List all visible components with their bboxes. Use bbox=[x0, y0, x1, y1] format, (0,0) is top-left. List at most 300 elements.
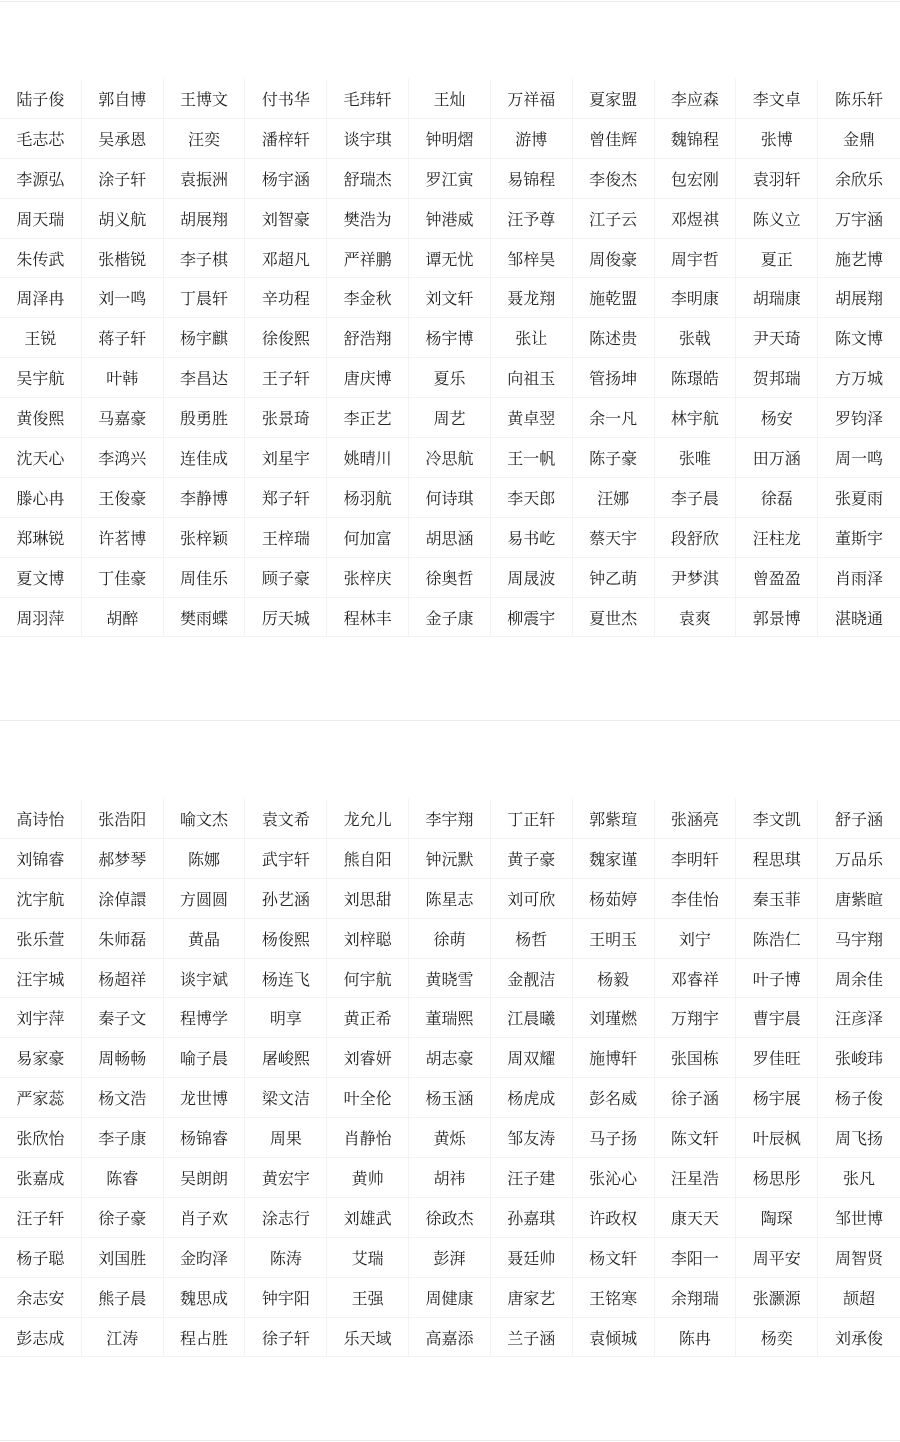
name-table-2 bbox=[0, 799, 900, 1357]
name-cell: 张嘉成 bbox=[0, 1158, 82, 1198]
name-cell: 王梓瑞 bbox=[245, 518, 327, 558]
name-cell: 刘瑾燃 bbox=[573, 998, 655, 1038]
name-cell: 罗佳旺 bbox=[736, 1038, 818, 1078]
name-cell: 王灿 bbox=[409, 79, 491, 119]
name-cell: 罗钧泽 bbox=[818, 398, 900, 438]
name-cell: 方圆圆 bbox=[164, 879, 246, 919]
name-cell: 易书屹 bbox=[491, 518, 573, 558]
name-cell: 刘宁 bbox=[655, 919, 737, 959]
name-cell: 张戟 bbox=[655, 318, 737, 358]
name-cell: 杨奕 bbox=[736, 1318, 818, 1358]
name-cell: 杨文浩 bbox=[82, 1078, 164, 1118]
name-cell: 张楷锐 bbox=[82, 239, 164, 279]
name-cell: 秦子文 bbox=[82, 998, 164, 1038]
name-cell: 杨茹婷 bbox=[573, 879, 655, 919]
name-cell: 唐紫暄 bbox=[818, 879, 900, 919]
name-cell: 周天瑞 bbox=[0, 199, 82, 239]
name-cell: 丁正轩 bbox=[491, 799, 573, 839]
name-cell: 厉天城 bbox=[245, 598, 327, 638]
name-cell: 辛功程 bbox=[245, 278, 327, 318]
name-cell: 涂倬譞 bbox=[82, 879, 164, 919]
name-cell: 刘可欣 bbox=[491, 879, 573, 919]
name-cell: 游博 bbox=[491, 119, 573, 159]
name-cell: 许政权 bbox=[573, 1198, 655, 1238]
name-cell: 陈星志 bbox=[409, 879, 491, 919]
name-cell: 张唯 bbox=[655, 438, 737, 478]
name-cell: 胡志豪 bbox=[409, 1038, 491, 1078]
name-cell: 丁晨轩 bbox=[164, 278, 246, 318]
name-cell: 周俊豪 bbox=[573, 239, 655, 279]
name-cell: 杨思彤 bbox=[736, 1158, 818, 1198]
name-cell: 管扬坤 bbox=[573, 358, 655, 398]
name-cell: 金昀泽 bbox=[164, 1238, 246, 1278]
name-cell: 陆子俊 bbox=[0, 79, 82, 119]
name-table-1 bbox=[0, 79, 900, 637]
name-cell: 孙嘉琪 bbox=[491, 1198, 573, 1238]
name-cell: 郑子轩 bbox=[245, 478, 327, 518]
name-cell: 陈睿 bbox=[82, 1158, 164, 1198]
name-cell: 汪予尊 bbox=[491, 199, 573, 239]
name-cell: 李阳一 bbox=[655, 1238, 737, 1278]
name-cell: 汪宇城 bbox=[0, 959, 82, 999]
name-cell: 刘智豪 bbox=[245, 199, 327, 239]
name-cell: 张博 bbox=[736, 119, 818, 159]
name-cell: 徐磊 bbox=[736, 478, 818, 518]
name-cell: 肖子欢 bbox=[164, 1198, 246, 1238]
name-cell: 魏家谨 bbox=[573, 839, 655, 879]
name-cell: 胡展翔 bbox=[164, 199, 246, 239]
name-grid-2 bbox=[0, 799, 900, 1357]
name-cell: 湛晓通 bbox=[818, 598, 900, 638]
name-cell: 周健康 bbox=[409, 1278, 491, 1318]
name-cell: 田万涵 bbox=[736, 438, 818, 478]
name-cell: 袁文希 bbox=[245, 799, 327, 839]
name-cell: 万宇涵 bbox=[818, 199, 900, 239]
name-cell: 胡瑞康 bbox=[736, 278, 818, 318]
name-cell: 彭名威 bbox=[573, 1078, 655, 1118]
name-cell: 刘国胜 bbox=[82, 1238, 164, 1278]
name-cell: 徐子豪 bbox=[82, 1198, 164, 1238]
name-cell: 徐俊熙 bbox=[245, 318, 327, 358]
name-cell: 张梓庆 bbox=[327, 558, 409, 598]
name-cell: 马子扬 bbox=[573, 1118, 655, 1158]
name-cell: 郑琳锐 bbox=[0, 518, 82, 558]
name-cell: 张沁心 bbox=[573, 1158, 655, 1198]
name-cell: 黄帅 bbox=[327, 1158, 409, 1198]
name-cell: 彭志成 bbox=[0, 1318, 82, 1358]
name-cell: 连佳成 bbox=[164, 438, 246, 478]
name-cell: 许茗博 bbox=[82, 518, 164, 558]
name-cell: 蒋子轩 bbox=[82, 318, 164, 358]
name-cell: 周晟波 bbox=[491, 558, 573, 598]
name-cell: 李应森 bbox=[655, 79, 737, 119]
name-cell: 刘宇萍 bbox=[0, 998, 82, 1038]
name-cell: 王博文 bbox=[164, 79, 246, 119]
name-cell: 姚晴川 bbox=[327, 438, 409, 478]
name-cell: 黄俊熙 bbox=[0, 398, 82, 438]
name-cell: 李佳怡 bbox=[655, 879, 737, 919]
name-cell: 杨哲 bbox=[491, 919, 573, 959]
name-cell: 程林丰 bbox=[327, 598, 409, 638]
name-cell: 董斯宇 bbox=[818, 518, 900, 558]
name-cell: 李子晨 bbox=[655, 478, 737, 518]
name-cell: 魏思成 bbox=[164, 1278, 246, 1318]
name-cell: 袁爽 bbox=[655, 598, 737, 638]
name-cell: 涂志行 bbox=[245, 1198, 327, 1238]
name-cell: 沈宇航 bbox=[0, 879, 82, 919]
name-cell: 舒子涵 bbox=[818, 799, 900, 839]
name-cell: 李天郎 bbox=[491, 478, 573, 518]
name-cell: 江涛 bbox=[82, 1318, 164, 1358]
name-cell: 高嘉添 bbox=[409, 1318, 491, 1358]
name-cell: 喻子晨 bbox=[164, 1038, 246, 1078]
name-cell: 金靓洁 bbox=[491, 959, 573, 999]
name-cell: 万祥福 bbox=[491, 79, 573, 119]
name-cell: 吴宇航 bbox=[0, 358, 82, 398]
name-cell: 周双耀 bbox=[491, 1038, 573, 1078]
name-cell: 汪星浩 bbox=[655, 1158, 737, 1198]
name-cell: 张国栋 bbox=[655, 1038, 737, 1078]
name-cell: 龙世博 bbox=[164, 1078, 246, 1118]
name-cell: 陈乐轩 bbox=[818, 79, 900, 119]
name-cell: 董瑞熙 bbox=[409, 998, 491, 1038]
name-cell: 颉超 bbox=[818, 1278, 900, 1318]
name-cell: 夏世杰 bbox=[573, 598, 655, 638]
name-cell: 柳震宇 bbox=[491, 598, 573, 638]
name-cell: 陈璟皓 bbox=[655, 358, 737, 398]
name-cell: 杨文轩 bbox=[573, 1238, 655, 1278]
name-cell: 杨超祥 bbox=[82, 959, 164, 999]
name-cell: 樊浩为 bbox=[327, 199, 409, 239]
name-cell: 何诗琪 bbox=[409, 478, 491, 518]
name-cell: 万品乐 bbox=[818, 839, 900, 879]
name-cell: 王锐 bbox=[0, 318, 82, 358]
name-cell: 郭景博 bbox=[736, 598, 818, 638]
name-cell: 包宏刚 bbox=[655, 159, 737, 199]
name-cell: 毛玮轩 bbox=[327, 79, 409, 119]
name-cell: 贺邦瑞 bbox=[736, 358, 818, 398]
bottom-divider bbox=[0, 1440, 900, 1441]
name-cell: 张欣怡 bbox=[0, 1118, 82, 1158]
name-cell: 周余佳 bbox=[818, 959, 900, 999]
name-cell: 郭自博 bbox=[82, 79, 164, 119]
name-cell: 顾子豪 bbox=[245, 558, 327, 598]
name-cell: 张夏雨 bbox=[818, 478, 900, 518]
name-cell: 周一鸣 bbox=[818, 438, 900, 478]
name-cell: 黄晓雪 bbox=[409, 959, 491, 999]
name-cell: 邓睿祥 bbox=[655, 959, 737, 999]
name-cell: 秦玉菲 bbox=[736, 879, 818, 919]
name-cell: 聂龙翔 bbox=[491, 278, 573, 318]
name-cell: 张浩阳 bbox=[82, 799, 164, 839]
name-cell: 杨子俊 bbox=[818, 1078, 900, 1118]
name-cell: 王子轩 bbox=[245, 358, 327, 398]
name-cell: 尹梦淇 bbox=[655, 558, 737, 598]
name-cell: 龙允儿 bbox=[327, 799, 409, 839]
name-cell: 周艺 bbox=[409, 398, 491, 438]
name-cell: 刘文轩 bbox=[409, 278, 491, 318]
name-cell: 李金秋 bbox=[327, 278, 409, 318]
name-cell: 江子云 bbox=[573, 199, 655, 239]
name-grid-1 bbox=[0, 79, 900, 637]
name-cell: 李宇翔 bbox=[409, 799, 491, 839]
name-cell: 黄正希 bbox=[327, 998, 409, 1038]
name-cell: 张涵亮 bbox=[655, 799, 737, 839]
name-cell: 舒瑞杰 bbox=[327, 159, 409, 199]
name-cell: 夏乐 bbox=[409, 358, 491, 398]
name-cell: 马宇翔 bbox=[818, 919, 900, 959]
name-cell: 乐天域 bbox=[327, 1318, 409, 1358]
name-cell: 梁文洁 bbox=[245, 1078, 327, 1118]
name-cell: 江晨曦 bbox=[491, 998, 573, 1038]
name-cell: 康天天 bbox=[655, 1198, 737, 1238]
top-divider bbox=[0, 1, 900, 2]
name-cell: 陈冉 bbox=[655, 1318, 737, 1358]
name-cell: 王明玉 bbox=[573, 919, 655, 959]
name-cell: 沈天心 bbox=[0, 438, 82, 478]
name-cell: 汪奕 bbox=[164, 119, 246, 159]
name-cell: 张凡 bbox=[818, 1158, 900, 1198]
name-cell: 袁倾城 bbox=[573, 1318, 655, 1358]
name-cell: 艾瑞 bbox=[327, 1238, 409, 1278]
name-cell: 金鼎 bbox=[818, 119, 900, 159]
name-cell: 刘一鸣 bbox=[82, 278, 164, 318]
name-cell: 叶韩 bbox=[82, 358, 164, 398]
name-cell: 周佳乐 bbox=[164, 558, 246, 598]
name-cell: 曾盈盈 bbox=[736, 558, 818, 598]
name-cell: 陈述贵 bbox=[573, 318, 655, 358]
name-cell: 杨羽航 bbox=[327, 478, 409, 518]
name-cell: 李子康 bbox=[82, 1118, 164, 1158]
name-cell: 叶子博 bbox=[736, 959, 818, 999]
name-cell: 钟港威 bbox=[409, 199, 491, 239]
name-cell: 曹宇晨 bbox=[736, 998, 818, 1038]
name-cell: 余翔瑞 bbox=[655, 1278, 737, 1318]
name-cell: 周智贤 bbox=[818, 1238, 900, 1278]
name-cell: 黄烁 bbox=[409, 1118, 491, 1158]
name-cell: 邓超凡 bbox=[245, 239, 327, 279]
name-cell: 邓煜祺 bbox=[655, 199, 737, 239]
name-cell: 杨宇麒 bbox=[164, 318, 246, 358]
name-cell: 武宇轩 bbox=[245, 839, 327, 879]
name-cell: 黄卓翌 bbox=[491, 398, 573, 438]
name-cell: 郭紫瑄 bbox=[573, 799, 655, 839]
name-cell: 胡展翔 bbox=[818, 278, 900, 318]
name-cell: 刘锦睿 bbox=[0, 839, 82, 879]
name-cell: 汪娜 bbox=[573, 478, 655, 518]
name-cell: 胡义航 bbox=[82, 199, 164, 239]
name-cell: 段舒欣 bbox=[655, 518, 737, 558]
name-cell: 李文卓 bbox=[736, 79, 818, 119]
name-cell: 余欣乐 bbox=[818, 159, 900, 199]
name-cell: 邹友涛 bbox=[491, 1118, 573, 1158]
name-cell: 杨宇展 bbox=[736, 1078, 818, 1118]
name-cell: 杨毅 bbox=[573, 959, 655, 999]
name-cell: 胡祎 bbox=[409, 1158, 491, 1198]
middle-divider bbox=[0, 720, 900, 721]
name-cell: 张乐萱 bbox=[0, 919, 82, 959]
name-cell: 李源弘 bbox=[0, 159, 82, 199]
name-cell: 杨虎成 bbox=[491, 1078, 573, 1118]
name-cell: 施博轩 bbox=[573, 1038, 655, 1078]
name-cell: 丁佳豪 bbox=[82, 558, 164, 598]
name-cell: 刘承俊 bbox=[818, 1318, 900, 1358]
name-cell: 熊自阳 bbox=[327, 839, 409, 879]
name-cell: 陶琛 bbox=[736, 1198, 818, 1238]
name-cell: 王一帆 bbox=[491, 438, 573, 478]
name-cell: 汪柱龙 bbox=[736, 518, 818, 558]
name-cell: 陈文轩 bbox=[655, 1118, 737, 1158]
name-cell: 张峻玮 bbox=[818, 1038, 900, 1078]
name-cell: 刘梓聪 bbox=[327, 919, 409, 959]
name-cell: 张景琦 bbox=[245, 398, 327, 438]
name-cell: 金子康 bbox=[409, 598, 491, 638]
name-cell: 杨连飞 bbox=[245, 959, 327, 999]
name-cell: 袁振洲 bbox=[164, 159, 246, 199]
name-cell: 郝梦琴 bbox=[82, 839, 164, 879]
name-cell: 涂子轩 bbox=[82, 159, 164, 199]
name-cell: 周宇哲 bbox=[655, 239, 737, 279]
name-cell: 徐子涵 bbox=[655, 1078, 737, 1118]
name-cell: 周飞扬 bbox=[818, 1118, 900, 1158]
name-cell: 程占胜 bbox=[164, 1318, 246, 1358]
name-cell: 张让 bbox=[491, 318, 573, 358]
name-cell: 聂廷帅 bbox=[491, 1238, 573, 1278]
name-cell: 李鸿兴 bbox=[82, 438, 164, 478]
name-cell: 邹世博 bbox=[818, 1198, 900, 1238]
name-cell: 殷勇胜 bbox=[164, 398, 246, 438]
name-cell: 方万城 bbox=[818, 358, 900, 398]
name-cell: 谈宇斌 bbox=[164, 959, 246, 999]
name-cell: 李明轩 bbox=[655, 839, 737, 879]
name-cell: 付书华 bbox=[245, 79, 327, 119]
name-cell: 黄晶 bbox=[164, 919, 246, 959]
name-cell: 钟明熠 bbox=[409, 119, 491, 159]
name-cell: 肖雨泽 bbox=[818, 558, 900, 598]
name-cell: 邹梓昊 bbox=[491, 239, 573, 279]
name-cell: 谈宇琪 bbox=[327, 119, 409, 159]
name-cell: 冷思航 bbox=[409, 438, 491, 478]
name-cell: 朱传武 bbox=[0, 239, 82, 279]
name-cell: 罗江寅 bbox=[409, 159, 491, 199]
name-cell: 杨宇涵 bbox=[245, 159, 327, 199]
name-cell: 陈娜 bbox=[164, 839, 246, 879]
name-cell: 余志安 bbox=[0, 1278, 82, 1318]
name-cell: 徐奥哲 bbox=[409, 558, 491, 598]
name-cell: 杨俊熙 bbox=[245, 919, 327, 959]
name-cell: 刘雄武 bbox=[327, 1198, 409, 1238]
name-cell: 刘思甜 bbox=[327, 879, 409, 919]
name-cell: 李子棋 bbox=[164, 239, 246, 279]
name-cell: 杨玉涵 bbox=[409, 1078, 491, 1118]
name-cell: 周泽冉 bbox=[0, 278, 82, 318]
name-cell: 徐萌 bbox=[409, 919, 491, 959]
name-cell: 袁羽轩 bbox=[736, 159, 818, 199]
name-cell: 周果 bbox=[245, 1118, 327, 1158]
name-cell: 汪子建 bbox=[491, 1158, 573, 1198]
name-cell: 徐子轩 bbox=[245, 1318, 327, 1358]
name-cell: 夏家盟 bbox=[573, 79, 655, 119]
name-cell: 尹天琦 bbox=[736, 318, 818, 358]
name-cell: 何宇航 bbox=[327, 959, 409, 999]
name-cell: 钟宇阳 bbox=[245, 1278, 327, 1318]
name-cell: 陈浩仁 bbox=[736, 919, 818, 959]
name-cell: 彭湃 bbox=[409, 1238, 491, 1278]
name-cell: 易锦程 bbox=[491, 159, 573, 199]
name-cell: 汪彦泽 bbox=[818, 998, 900, 1038]
name-cell: 余一凡 bbox=[573, 398, 655, 438]
name-cell: 蔡天宇 bbox=[573, 518, 655, 558]
name-cell: 周畅畅 bbox=[82, 1038, 164, 1078]
name-cell: 唐家艺 bbox=[491, 1278, 573, 1318]
name-cell: 吴承恩 bbox=[82, 119, 164, 159]
name-cell: 严祥鹏 bbox=[327, 239, 409, 279]
name-cell: 喻文杰 bbox=[164, 799, 246, 839]
name-cell: 周羽萍 bbox=[0, 598, 82, 638]
name-cell: 施乾盟 bbox=[573, 278, 655, 318]
name-cell: 黄子豪 bbox=[491, 839, 573, 879]
name-cell: 熊子晨 bbox=[82, 1278, 164, 1318]
name-cell: 马嘉豪 bbox=[82, 398, 164, 438]
name-cell: 汪子轩 bbox=[0, 1198, 82, 1238]
name-cell: 胡思涵 bbox=[409, 518, 491, 558]
name-cell: 王强 bbox=[327, 1278, 409, 1318]
name-cell: 陈涛 bbox=[245, 1238, 327, 1278]
name-cell: 毛志芯 bbox=[0, 119, 82, 159]
name-cell: 程思琪 bbox=[736, 839, 818, 879]
name-cell: 李俊杰 bbox=[573, 159, 655, 199]
name-cell: 孙艺涵 bbox=[245, 879, 327, 919]
name-cell: 陈义立 bbox=[736, 199, 818, 239]
name-cell: 兰子涵 bbox=[491, 1318, 573, 1358]
name-cell: 黄宏宇 bbox=[245, 1158, 327, 1198]
name-cell: 潘梓轩 bbox=[245, 119, 327, 159]
name-cell: 刘睿妍 bbox=[327, 1038, 409, 1078]
name-cell: 王俊豪 bbox=[82, 478, 164, 518]
name-cell: 谭无忧 bbox=[409, 239, 491, 279]
name-cell: 万翔宇 bbox=[655, 998, 737, 1038]
name-cell: 林宇航 bbox=[655, 398, 737, 438]
name-cell: 曾佳辉 bbox=[573, 119, 655, 159]
name-cell: 杨宇博 bbox=[409, 318, 491, 358]
name-cell: 明享 bbox=[245, 998, 327, 1038]
name-cell: 周平安 bbox=[736, 1238, 818, 1278]
name-cell: 屠峻熙 bbox=[245, 1038, 327, 1078]
name-cell: 夏正 bbox=[736, 239, 818, 279]
name-cell: 夏文博 bbox=[0, 558, 82, 598]
name-cell: 叶辰枫 bbox=[736, 1118, 818, 1158]
name-cell: 杨安 bbox=[736, 398, 818, 438]
name-cell: 李明康 bbox=[655, 278, 737, 318]
name-cell: 唐庆博 bbox=[327, 358, 409, 398]
name-cell: 钟沅默 bbox=[409, 839, 491, 879]
name-cell: 李文凯 bbox=[736, 799, 818, 839]
name-cell: 李昌达 bbox=[164, 358, 246, 398]
name-cell: 施艺博 bbox=[818, 239, 900, 279]
name-cell: 杨子聪 bbox=[0, 1238, 82, 1278]
name-cell: 胡醉 bbox=[82, 598, 164, 638]
name-cell: 李静博 bbox=[164, 478, 246, 518]
name-cell: 陈文博 bbox=[818, 318, 900, 358]
name-cell: 向祖玉 bbox=[491, 358, 573, 398]
name-cell: 舒浩翔 bbox=[327, 318, 409, 358]
name-cell: 杨锦睿 bbox=[164, 1118, 246, 1158]
name-cell: 严家蕊 bbox=[0, 1078, 82, 1118]
name-cell: 吴朗朗 bbox=[164, 1158, 246, 1198]
name-cell: 叶全伦 bbox=[327, 1078, 409, 1118]
name-cell: 徐政杰 bbox=[409, 1198, 491, 1238]
name-cell: 程博学 bbox=[164, 998, 246, 1038]
